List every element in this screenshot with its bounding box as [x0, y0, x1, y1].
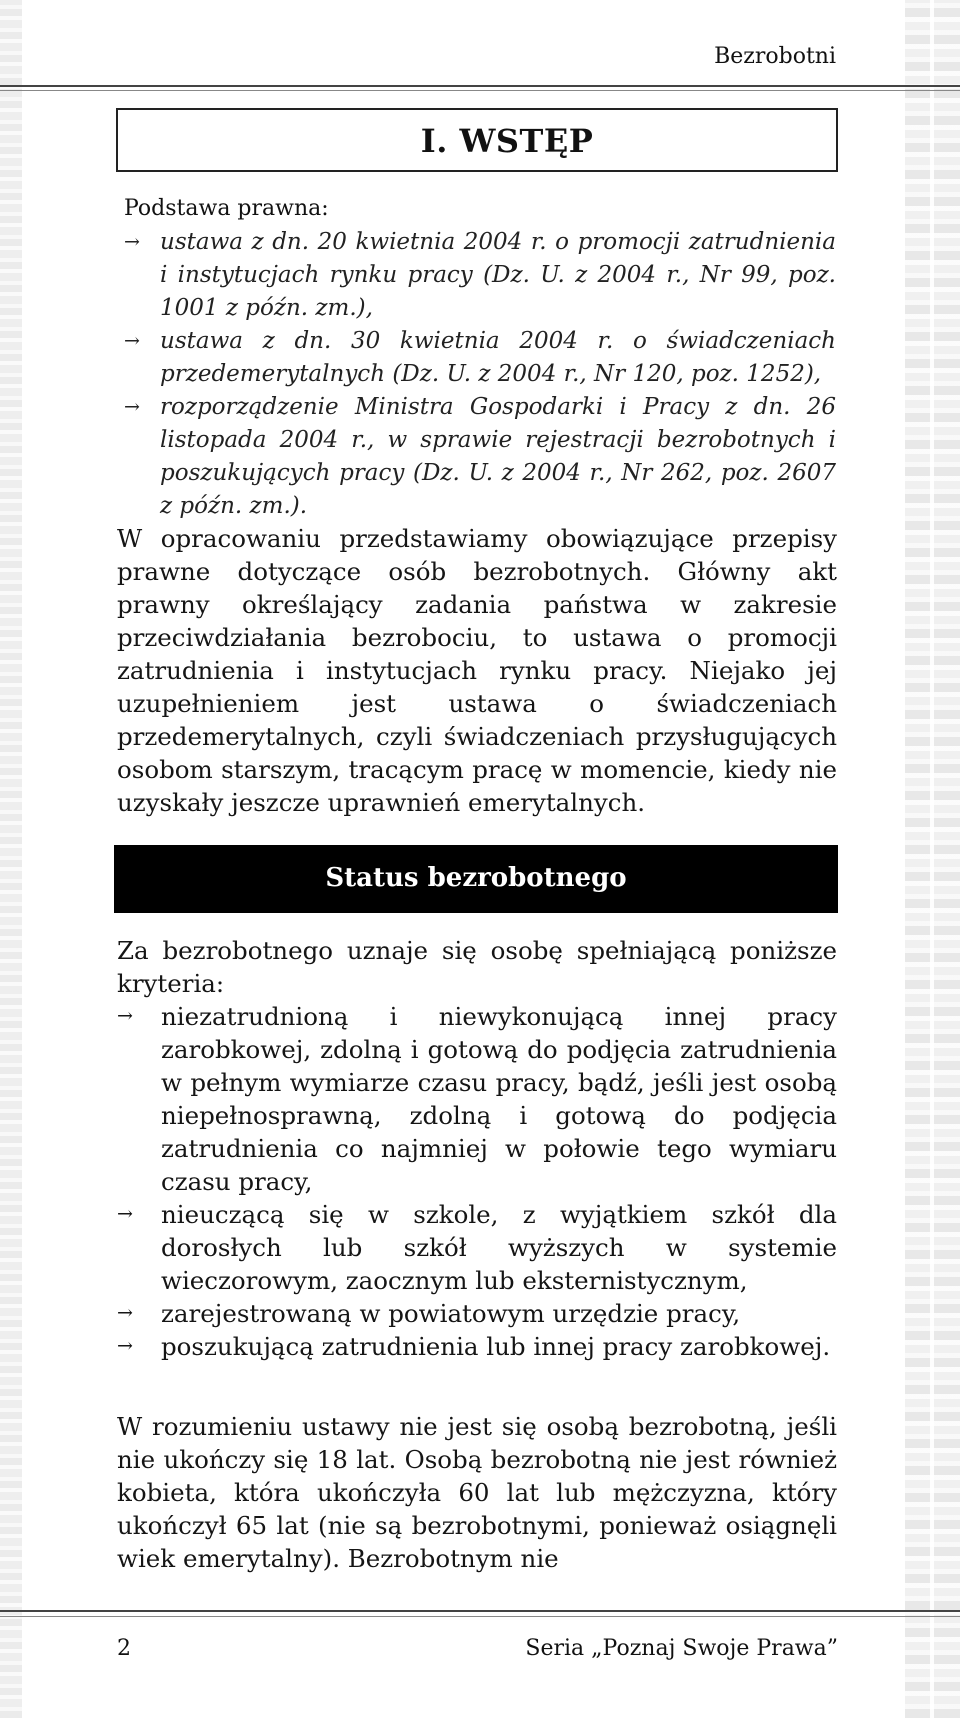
section-lead: Za bezrobotnego uznaje się osobę spełniającą poniższe kryteria: — [117, 936, 837, 998]
section-heading: Status bezrobotnego — [325, 863, 627, 893]
criterion-text: poszukującą zatrudnienia lub innej pracy zarobkowej. — [161, 1332, 831, 1361]
legal-basis-label: Podstawa prawna: — [124, 196, 329, 221]
running-header: Bezrobotni — [714, 44, 836, 69]
list-item — [124, 226, 836, 325]
header-rule-thin — [0, 90, 960, 91]
series-title: Seria „Poznaj Swoje Prawa” — [525, 1636, 838, 1661]
list-item — [117, 1198, 837, 1297]
arrow-right-icon: → — [117, 1302, 133, 1324]
list-item — [124, 325, 836, 391]
page-number: 2 — [117, 1636, 131, 1661]
list-item — [117, 1000, 837, 1198]
legal-basis-item: ustawa z dn. 20 kwietnia 2004 r. o promocji zatrudnienia i instytucjach rynku pracy (Dz. U. z 2004 r., Nr 99, poz. 1001 z późn. zm.), — [160, 229, 836, 321]
list-item — [117, 1330, 837, 1363]
footer-rule — [0, 1610, 960, 1612]
arrow-right-icon: → — [117, 1203, 133, 1225]
closing-paragraph: W rozumieniu ustawy nie jest się osobą bezrobotną, jeśli nie ukończy się 18 lat. Osobą bezrobotną nie jest również kobieta, która ukończyła 60 lat lub mężczyzna, który ukończył 65 lat (nie są bezrobotnymi, ponieważ osiągnęli wiek emerytalny). Bezrobotnym nie — [117, 1412, 837, 1573]
arrow-right-icon: → — [117, 1335, 133, 1357]
arrow-right-icon: → — [124, 231, 140, 253]
list-item — [124, 391, 836, 523]
arrow-right-icon: → — [124, 330, 140, 352]
section-heading-bar — [114, 845, 838, 913]
legal-basis-item: rozporządzenie Ministra Gospodarki i Pracy z dn. 26 listopada 2004 r., w sprawie rejestracji bezrobotnych i poszukujących pracy (Dz. U. z 2004 r., Nr 262, poz. 2607 z późn. zm.). — [160, 394, 836, 519]
criteria-list — [117, 1000, 837, 1363]
criterion-text: zarejestrowaną w powiatowym urzędzie pracy, — [161, 1299, 741, 1328]
list-item — [117, 1297, 837, 1330]
chapter-title: I. WSTĘP — [420, 122, 594, 160]
footer-rule-thin — [0, 1616, 960, 1617]
intro-paragraph: W opracowaniu przedstawiamy obowiązujące przepisy prawne dotyczące osób bezrobotnych. Główny akt prawny określający zadania państwa w zakresie przeciwdziałania bezrobociu, to ustawa o promocji zatrudnienia i instytucjach rynku pracy. Niejako jej uzupełnieniem jest ustawa o świadczeniach przedemerytalnych, czyli świadczeniach przysługujących osobom starszym, tracącym pracę w momencie, kiedy nie uzyskały jeszcze uprawnień emerytalnych. — [117, 524, 837, 817]
arrow-right-icon: → — [124, 396, 140, 418]
header-rule — [0, 85, 960, 87]
arrow-right-icon: → — [117, 1005, 133, 1027]
criterion-text: niezatrudnioną i niewykonującą innej pracy zarobkowej, zdolną i gotową do podjęcia zatrudnienia w pełnym wymiarze czasu pracy, bądź, jeśli jest osobą niepełnosprawną, zdolną i gotową do podjęcia zatrudnienia co najmniej w połowie tego wymiaru czasu pracy, — [161, 1002, 837, 1196]
legal-basis-item: ustawa z dn. 30 kwietnia 2004 r. o świadczeniach przedemerytalnych (Dz. U. z 2004 r., Nr 120, poz. 1252), — [160, 328, 836, 387]
legal-basis-list — [124, 226, 836, 523]
criterion-text: nieuczącą się w szkole, z wyjątkiem szkół dla dorosłych lub szkół wyższych w systemie wieczorowym, zaocznym lub eksternistycznym, — [161, 1200, 837, 1295]
chapter-title-box — [116, 108, 838, 172]
